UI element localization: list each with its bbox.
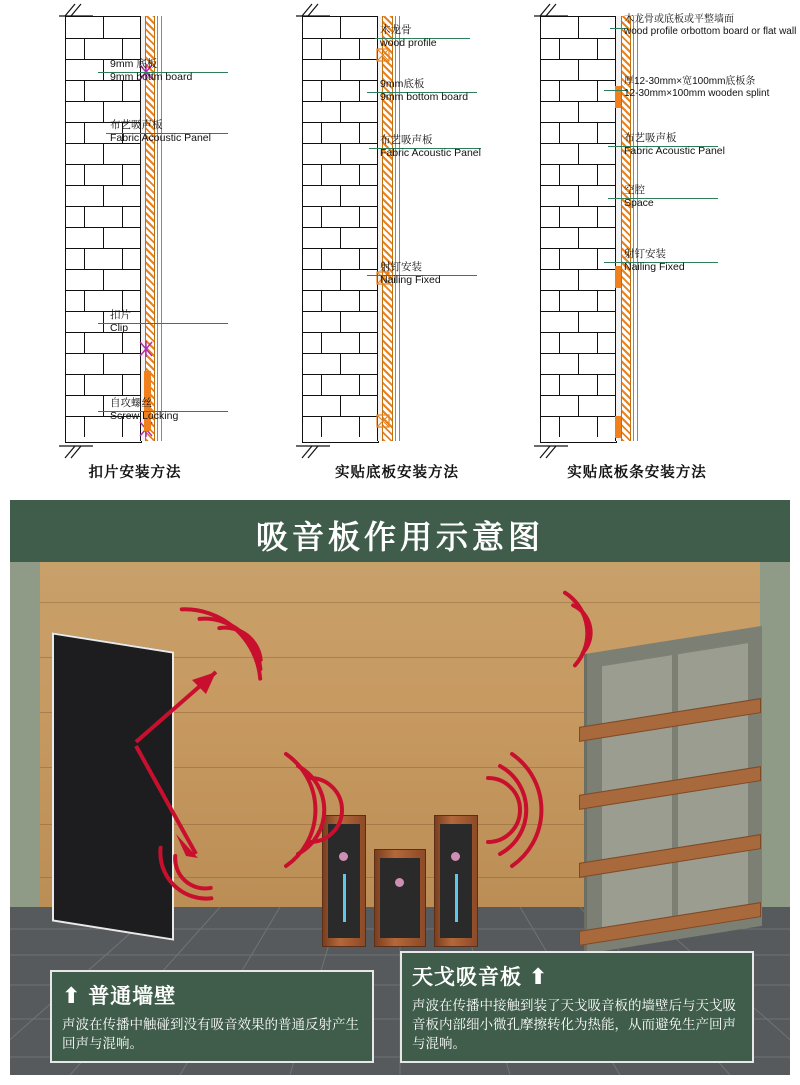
brick-wall-3: [540, 16, 617, 443]
break-symbol-bottom-icon: [296, 444, 330, 460]
callout-2-3: 布艺吸声板 Fabric Acoustic Panel: [380, 134, 481, 159]
diagram-caption-2: 实贴底板安装方法: [335, 465, 459, 481]
callout-1-2: 布艺吸声板 Fabric Acoustic Panel: [110, 119, 211, 144]
illustration-title: 吸音板作用示意图: [255, 519, 544, 555]
illustration-banner: [10, 500, 790, 562]
clip-marker-icon: [139, 341, 153, 357]
callout-ordinary-wall-title: ⬆ 普通墙壁: [62, 983, 177, 1008]
break-symbol-bottom-icon: [59, 444, 93, 460]
callout-1-3: 扣片 Clip: [110, 309, 131, 334]
diagram-caption-3: 实贴底板条安装方法: [567, 465, 707, 481]
wood-profile-marker-icon: [376, 48, 390, 62]
break-symbol-top-icon: [59, 2, 93, 18]
callout-3-5: 射钉安装 Nailing Fixed: [624, 248, 685, 273]
diagram-clip-method: [10, 0, 260, 500]
callout-acoustic-panel-text: 声波在传播中接触到装了天戈吸音板的墙壁后与天戈吸音板内部细小微孔摩擦转化为热能，从而避免生产回声与混响。: [412, 998, 736, 1051]
construction-diagrams-section: [0, 0, 800, 500]
brick-wall-2: [302, 16, 379, 443]
callout-1-4: 自攻螺丝 Screw Locking: [110, 397, 179, 422]
callout-3-2: 厚12-30mm×宽100mm底板条 12-30mm×100mm wooden splint: [624, 76, 770, 99]
callout-ordinary-wall: [50, 970, 374, 1063]
up-arrow-icon: ⬆: [528, 964, 549, 989]
acoustic-panel-illustration: [10, 500, 790, 1075]
nailing-marker-icon: [376, 414, 390, 428]
break-symbol-bottom-icon: [534, 444, 568, 460]
callout-2-4: 射钉安装 Nailing Fixed: [380, 261, 441, 286]
callout-2-2: 9mm底板 9mm bottom board: [380, 78, 469, 103]
room-scene: [10, 562, 790, 1075]
break-symbol-top-icon: [296, 2, 330, 18]
splint-block-3c: [615, 416, 621, 438]
up-arrow-icon: ⬆: [62, 983, 82, 1008]
callout-acoustic-panel: [400, 951, 754, 1063]
callout-3-3: 布艺吸声板 Fabric Acoustic Panel: [624, 132, 725, 157]
callout-3-1: 木龙骨或底板或平整墙面 wood profile orbottom board or flat wall: [624, 14, 797, 37]
diagram-solid-base-board-method: [272, 0, 522, 500]
diagram-solid-base-strip-method: [512, 0, 797, 500]
callout-1-1: 9mm 底板 9mm bottm board: [110, 58, 193, 83]
callout-acoustic-panel-title: 天戈吸音板 ⬆: [412, 964, 549, 989]
splint-block-3b: [615, 266, 621, 288]
callout-2-1: 木龙骨 wood profile: [380, 24, 437, 49]
break-symbol-top-icon: [534, 2, 568, 18]
callout-ordinary-wall-text: 声波在传播中触碰到没有吸音效果的普通反射产生回声与混响。: [62, 1017, 359, 1051]
callout-3-4: 空腔 Space: [624, 184, 654, 209]
diagram-caption-1: 扣片安装方法: [88, 465, 182, 481]
